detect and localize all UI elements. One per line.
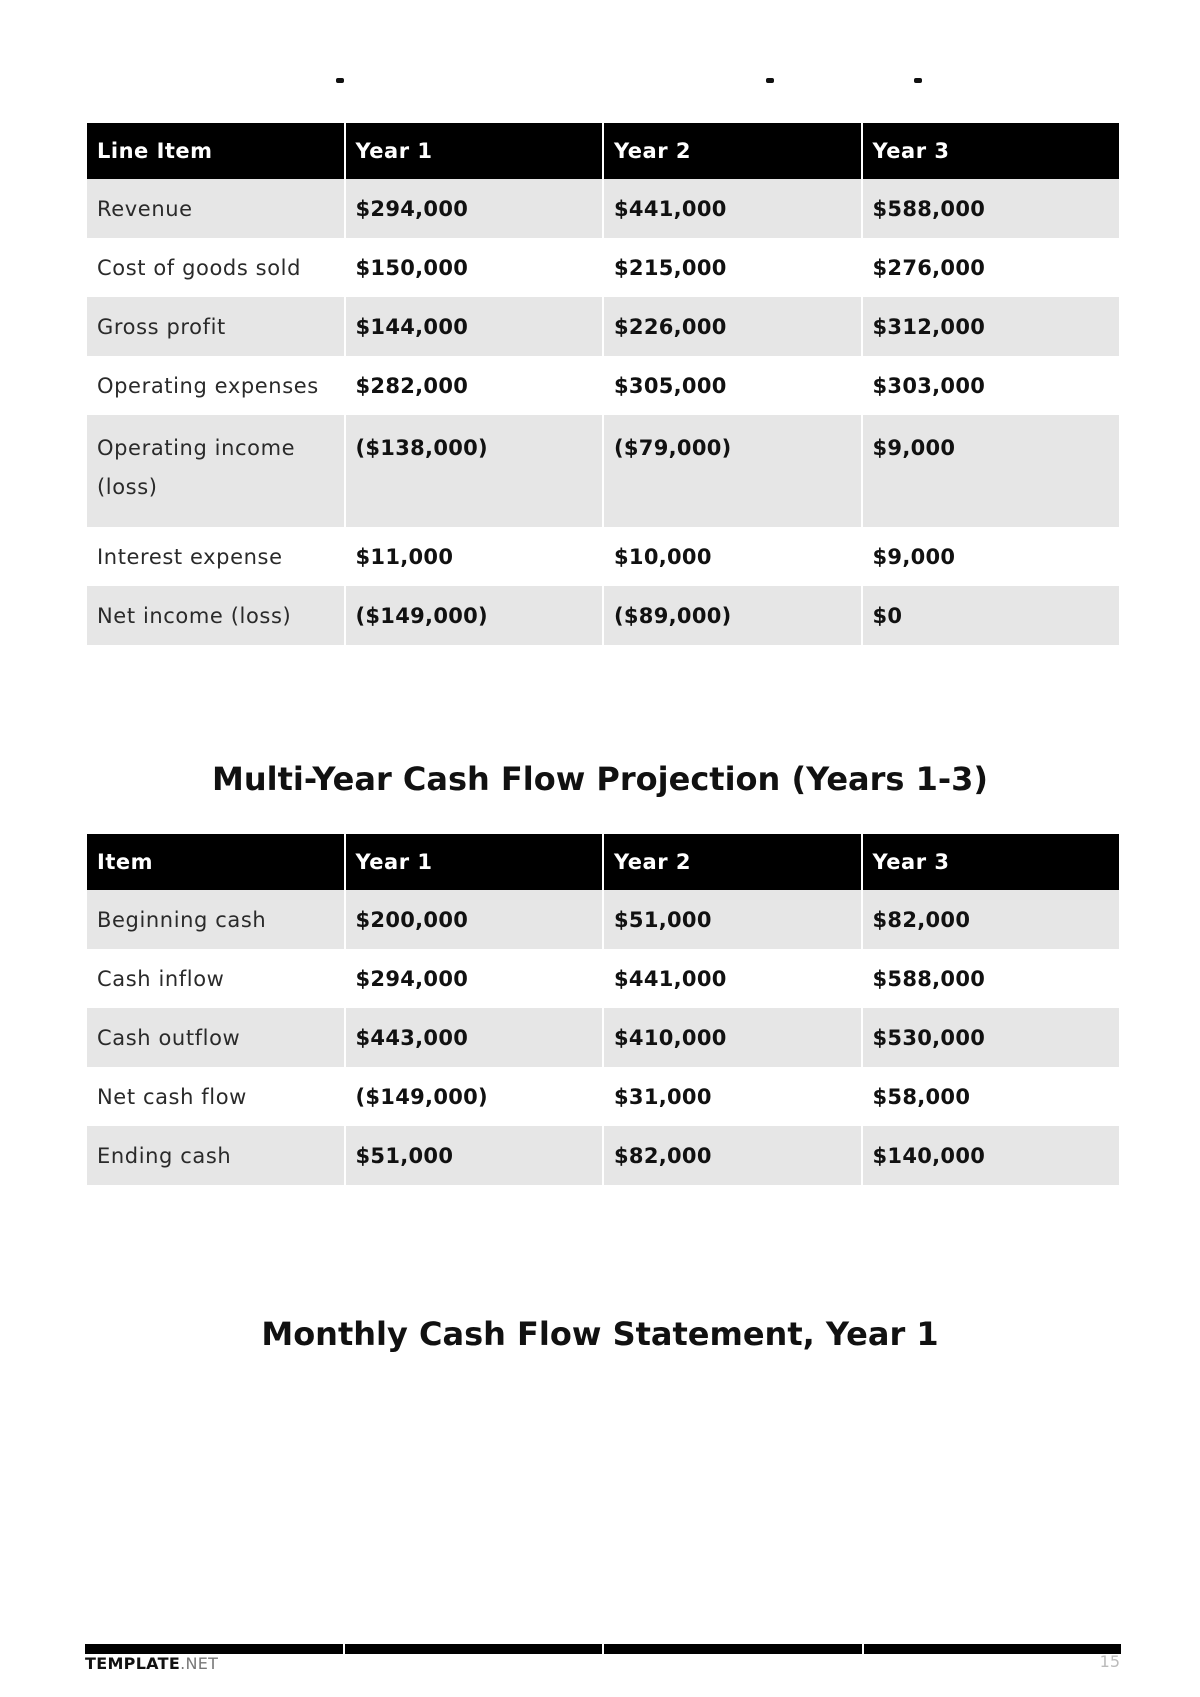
table-row	[87, 1067, 1119, 1126]
cell-value: ($79,000)	[604, 415, 861, 527]
cell-value: $441,000	[604, 179, 861, 238]
cell-value: $588,000	[863, 179, 1120, 238]
footer-rule-segment	[604, 1644, 862, 1654]
row-label: Operating income (loss)	[87, 415, 344, 527]
cell-value: $305,000	[614, 373, 727, 398]
column-header: Year 1	[346, 123, 603, 179]
table-row	[87, 949, 1119, 1008]
footer-rule-segment	[85, 1644, 343, 1654]
row-label: Revenue	[87, 179, 344, 238]
table-row	[87, 1008, 1119, 1067]
row-label: Gross profit	[87, 297, 344, 356]
row-label: Ending cash	[87, 1126, 344, 1185]
cell-value: ($138,000)	[346, 415, 603, 527]
cropped-glyph	[766, 78, 774, 83]
row-label: Interest expense	[97, 544, 283, 569]
page-number: 15	[1099, 1652, 1120, 1671]
cell-value: $9,000	[872, 544, 956, 569]
cell-value: $9,000	[863, 415, 1120, 527]
cell-value: $31,000	[614, 1084, 712, 1109]
table-row	[87, 297, 1119, 356]
cell-value: $215,000	[614, 255, 727, 280]
column-header: Item	[87, 834, 344, 890]
table-header-row	[87, 834, 1119, 890]
cropped-glyph	[914, 78, 922, 83]
table-row	[87, 586, 1119, 645]
cell-value: $140,000	[863, 1126, 1120, 1185]
row-label: Operating expenses	[97, 373, 319, 398]
table-row	[87, 890, 1119, 949]
brand-logo-light: .NET	[180, 1654, 219, 1673]
section-title: Monthly Cash Flow Statement, Year 1	[261, 1315, 939, 1353]
cell-value: $51,000	[604, 890, 861, 949]
row-label: Cash outflow	[87, 1008, 344, 1067]
cell-value: $588,000	[872, 966, 986, 991]
table-row	[87, 415, 1119, 527]
brand-logo-bold: TEMPLATE	[85, 1654, 181, 1673]
cell-value: $144,000	[346, 297, 603, 356]
cash-flow-projection-table	[85, 834, 1121, 1185]
cell-value: $441,000	[614, 966, 727, 991]
cell-value: $294,000	[355, 966, 469, 991]
cell-value: $530,000	[863, 1008, 1120, 1067]
row-label: Beginning cash	[87, 890, 344, 949]
footer-rule-segment	[864, 1644, 1122, 1654]
cell-value: $294,000	[346, 179, 603, 238]
cell-value: $282,000	[355, 373, 469, 398]
row-label: Cost of goods sold	[97, 255, 302, 280]
column-header: Year 1	[346, 834, 603, 890]
cell-value: $51,000	[346, 1126, 603, 1185]
cell-value: $0	[863, 586, 1120, 645]
table-row	[87, 527, 1119, 586]
cell-value: $82,000	[863, 890, 1120, 949]
cell-value: $410,000	[604, 1008, 861, 1067]
cell-value: $443,000	[346, 1008, 603, 1067]
cell-value: $226,000	[604, 297, 861, 356]
cropped-heading-remnant	[0, 66, 1200, 88]
cell-value: $10,000	[614, 544, 712, 569]
column-header: Year 3	[863, 834, 1120, 890]
row-label: Cash inflow	[97, 966, 225, 991]
cell-value: $312,000	[863, 297, 1120, 356]
row-label: Net cash flow	[97, 1084, 247, 1109]
table-row	[87, 238, 1119, 297]
cell-value: $200,000	[346, 890, 603, 949]
cell-value: ($89,000)	[604, 586, 861, 645]
column-header: Line Item	[87, 123, 344, 179]
table-row	[87, 179, 1119, 238]
table-row	[87, 356, 1119, 415]
cell-value: $276,000	[872, 255, 986, 280]
cell-value: $303,000	[872, 373, 986, 398]
cell-value: ($149,000)	[355, 1084, 488, 1109]
footer-rule-segment	[345, 1644, 603, 1654]
column-header: Year 2	[604, 123, 861, 179]
cell-value: $58,000	[872, 1084, 971, 1109]
column-header: Year 2	[604, 834, 861, 890]
cropped-glyph	[336, 78, 344, 83]
row-label: Net income (loss)	[87, 586, 344, 645]
footer-rule	[85, 1644, 1121, 1654]
brand-logo	[85, 1654, 218, 1673]
cell-value: $11,000	[355, 544, 454, 569]
section-title: Multi-Year Cash Flow Projection (Years 1-3)	[211, 760, 989, 798]
cell-value: $150,000	[355, 255, 469, 280]
column-header: Year 3	[863, 123, 1120, 179]
income-projection-table	[85, 123, 1121, 645]
table-header-row	[87, 123, 1119, 179]
table-row	[87, 1126, 1119, 1185]
cell-value: $82,000	[604, 1126, 861, 1185]
cell-value: ($149,000)	[346, 586, 603, 645]
